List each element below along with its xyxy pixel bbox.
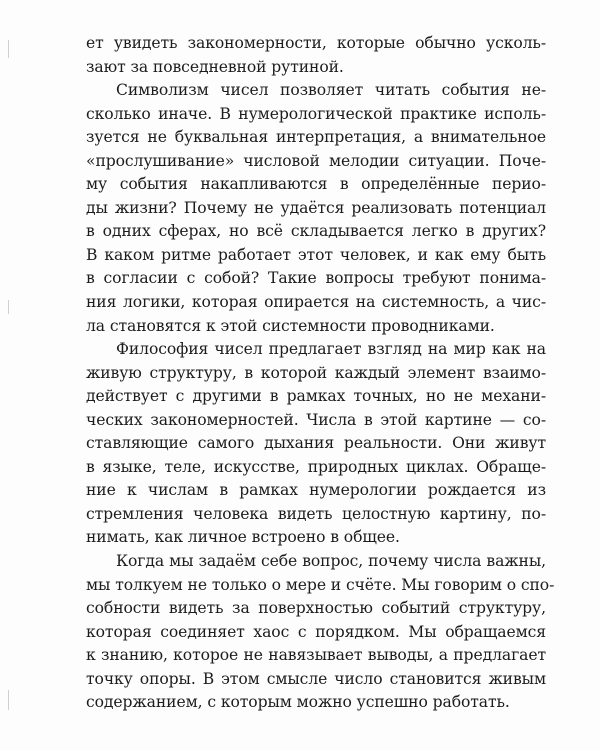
- text-line: зают за повседневной рутиной.: [86, 57, 344, 76]
- text-line: ла становятся к этой системности проводниками.: [86, 316, 495, 335]
- body-text: [86, 32, 555, 715]
- text-line: в согласии с собой? Такие вопросы требуют понима-: [86, 269, 546, 288]
- page-edge-shadow: [8, 300, 9, 314]
- text-line: точку опоры. В этом смысле число становится живым: [86, 669, 546, 688]
- text-line: в одних сферах, но всё складывается легко в других?: [86, 222, 546, 241]
- text-line: ческих закономерностей. Числа в этой картине — со-: [86, 410, 546, 429]
- text-line: содержанием, с которым можно успешно работать.: [86, 693, 510, 712]
- text-line: «прослушивание» числовой мелодии ситуации. Поче-: [86, 151, 546, 170]
- text-line: мы толкуем не только о мере и счёте. Мы говорим о спо-: [86, 575, 555, 594]
- text-line: в языке, теле, искусстве, природных циклах. Обраще-: [86, 457, 546, 476]
- text-line: собности видеть за поверхностью событий структуру,: [86, 599, 546, 618]
- text-line: действует с другими в рамках точных, но не механи-: [86, 387, 546, 406]
- text-line: зуется не буквальная интерпретация, а внимательное: [86, 128, 546, 147]
- text-line: В каком ритме работает этот человек, и как ему быть: [86, 245, 546, 264]
- text-line: Когда мы задаём себе вопрос, почему числа важны,: [116, 552, 546, 571]
- text-line: которая соединяет хаос с порядком. Мы обращаемся: [86, 622, 546, 641]
- text-line: сколько иначе. В нумерологической практике исполь-: [86, 104, 546, 123]
- text-line: ет увидеть закономерности, которые обычно усколь-: [86, 34, 546, 52]
- text-line: му события накапливаются в определённые перио-: [86, 175, 546, 194]
- page-edge-shadow: [8, 690, 9, 710]
- text-line: ние к числам в рамках нумерологии рождается из: [86, 481, 546, 500]
- text-line: Философия чисел предлагает взгляд на мир как на: [116, 340, 546, 359]
- text-line: ды жизни? Почему не удаётся реализовать потенциал: [86, 198, 546, 217]
- text-line: ния логики, которая опирается на системность, а чис-: [86, 293, 546, 312]
- text-line: живую структуру, в которой каждый элемент взаимо-: [86, 363, 546, 382]
- text-line: ставляющие самого дыхания реальности. Они живут: [86, 434, 546, 453]
- text-line: Символизм чисел позволяет читать события не-: [116, 81, 546, 100]
- text-line: нимать, как личное встроено в общее.: [86, 528, 400, 547]
- page-edge-shadow: [8, 40, 9, 58]
- text-line: к знанию, которое не навязывает выводы, а предлагает: [86, 646, 546, 665]
- text-line: стремления человека видеть целостную картину, по-: [86, 504, 546, 523]
